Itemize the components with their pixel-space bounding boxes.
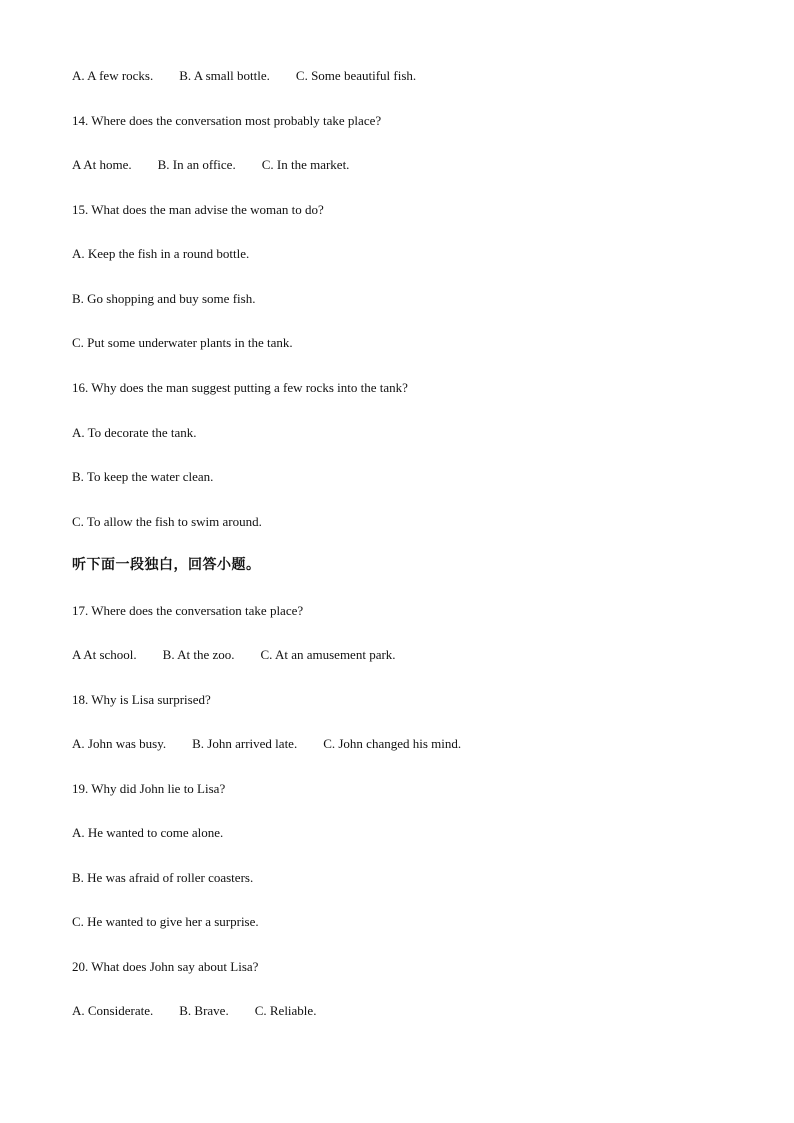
q14-question: 14. Where does the conversation most probably take place?: [72, 113, 382, 128]
q16-option-b: B. To keep the water clean.: [72, 469, 214, 484]
q15-option-b: B. Go shopping and buy some fish.: [72, 291, 256, 306]
q16-option-c: C. To allow the fish to swim around.: [72, 514, 262, 529]
q18-option-c: C. John changed his mind.: [323, 736, 462, 751]
q13-option-c: C. Some beautiful fish.: [295, 68, 417, 83]
q13-option-b: B. A small bottle.: [179, 68, 270, 83]
q15-option-a: A. Keep the fish in a round bottle.: [72, 246, 250, 261]
q19-option-a: A. He wanted to come alone.: [72, 825, 224, 840]
q17-option-b: B. At the zoo.: [162, 647, 235, 662]
q15-question: 15. What does the man advise the woman to do?: [72, 202, 324, 217]
q19-question: 19. Why did John lie to Lisa?: [72, 781, 226, 796]
q18-option-a: A. John was busy.: [72, 736, 167, 751]
q14-option-a: A At home.: [72, 157, 132, 172]
q20-options: [72, 1003, 316, 1019]
q19-option-b: B. He was afraid of roller coasters.: [72, 870, 254, 885]
q18-options: [72, 736, 461, 752]
q16-question: 16. Why does the man suggest putting a few rocks into the tank?: [72, 380, 408, 395]
q17-option-c: C. At an amusement park.: [260, 647, 396, 662]
q17-options: [72, 647, 396, 663]
q20-option-c: C. Reliable.: [254, 1003, 317, 1018]
q14-option-b: B. In an office.: [157, 157, 236, 172]
section-heading: 听下面一段独白，回答小题。: [72, 557, 261, 573]
q19-option-c: C. He wanted to give her a surprise.: [72, 914, 259, 929]
q20-option-b: B. Brave.: [179, 1003, 229, 1018]
q14-options: [72, 157, 349, 173]
q20-question: 20. What does John say about Lisa?: [72, 959, 259, 974]
q17-question: 17. Where does the conversation take place?: [72, 603, 304, 618]
q18-question: 18. Why is Lisa surprised?: [72, 692, 211, 707]
q17-option-a: A At school.: [72, 647, 137, 662]
q14-option-c: C. In the market.: [261, 157, 350, 172]
q15-option-c: C. Put some underwater plants in the tank.: [72, 335, 293, 350]
q13-option-a: A. A few rocks.: [72, 68, 154, 83]
q16-option-a: A. To decorate the tank.: [72, 425, 197, 440]
q13-options: [72, 68, 416, 84]
q20-option-a: A. Considerate.: [72, 1003, 154, 1018]
q18-option-b: B. John arrived late.: [192, 736, 298, 751]
